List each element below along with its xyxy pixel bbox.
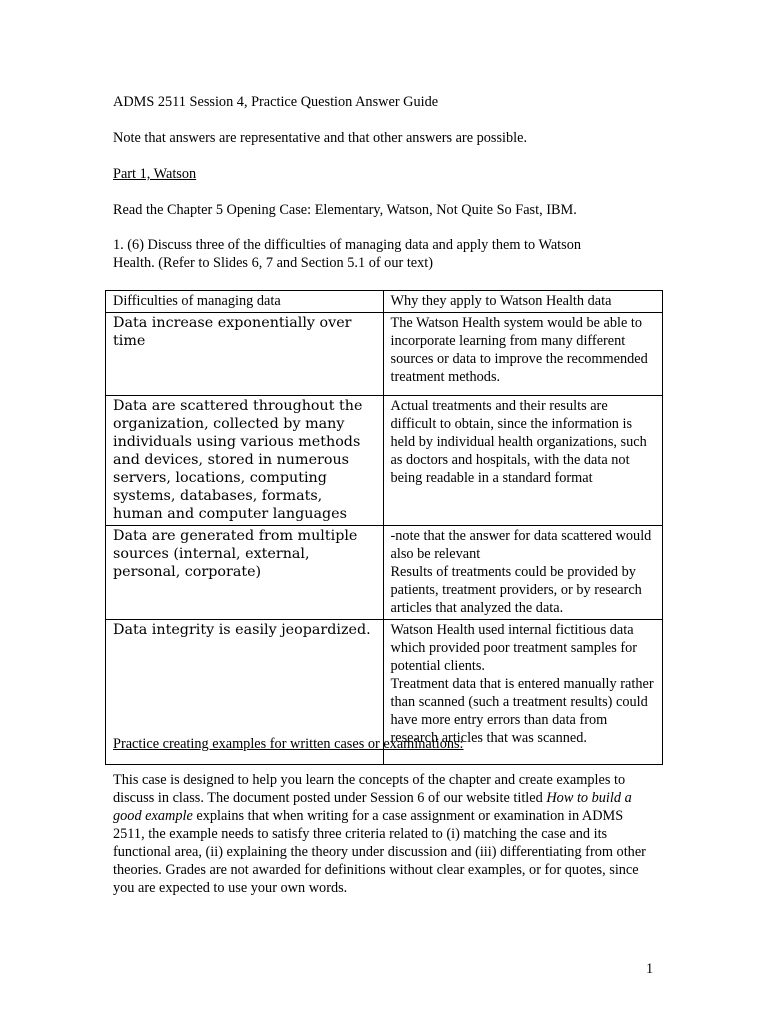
- body-paragraph: [113, 771, 658, 897]
- part1-heading: Part 1, Watson: [113, 166, 197, 182]
- question-1-line-1: 1. (6) Discuss three of the difficulties of managing data and apply them to Watson: [113, 237, 582, 253]
- difficulty-cell: Data increase exponentially over time: [106, 313, 384, 396]
- reason-note: -note that the answer for data scattered would also be relevant: [390, 528, 652, 562]
- body-text-2: explains that when writing for a case assignment or examination in ADMS 2511, the example needs to satisfy three criteria related to (i) matching the case and its functional area, (ii) explaining the theory under discussion and (iii) differentiating from other theories. Grades are not awarded for definitions without clear examples, or for quotes, since you are expected to use your own words.: [113, 808, 646, 896]
- difficulty-cell: Data are scattered throughout the organization, collected by many individuals using various methods and devices, stored in numerous servers, locations, computing systems, databases, formats, human and computer languages: [106, 396, 384, 526]
- header-difficulties: Difficulties of managing data: [106, 291, 384, 313]
- difficulties-table: [105, 290, 663, 765]
- table-row: [106, 396, 663, 526]
- table-header-row: [106, 291, 663, 313]
- note-text: Note that answers are representative and that other answers are possible.: [113, 130, 528, 146]
- read-instruction: Read the Chapter 5 Opening Case: Elementary, Watson, Not Quite So Fast, IBM.: [113, 202, 577, 218]
- page-number: 1: [646, 961, 654, 977]
- document-title: ADMS 2511 Session 4, Practice Question Answer Guide: [113, 94, 439, 110]
- header-why-apply: Why they apply to Watson Health data: [383, 291, 662, 313]
- body-italic-title: How to build a good example: [113, 790, 632, 824]
- question-1-line-2: Health. (Refer to Slides 6, 7 and Section 5.1 of our text): [113, 255, 434, 271]
- difficulty-cell: Data are generated from multiple sources (internal, external, personal, corporate): [106, 526, 384, 620]
- reason-cell: [383, 526, 662, 620]
- table-row: [106, 313, 663, 396]
- practice-heading: Practice creating examples for written cases or examinations:: [113, 736, 464, 752]
- table-row: [106, 526, 663, 620]
- reason-text: Results of treatments could be provided by patients, treatment providers, or by research articles that analyzed the data.: [390, 564, 642, 616]
- reason-cell: The Watson Health system would be able to incorporate learning from many different sources or data to improve the recommended treatment methods.: [383, 313, 662, 396]
- body-text-1: This case is designed to help you learn the concepts of the chapter and create examples to discuss in class. The document posted under Session 6 of our website titled: [113, 772, 626, 806]
- reason-text: Watson Health used internal fictitious data which provided poor treatment samples for potential clients.: [390, 622, 638, 674]
- reason-cell: Actual treatments and their results are difficult to obtain, since the information is held by individual health organizations, such as doctors and hospitals, with the data not being readable in a standard format: [383, 396, 662, 526]
- question-1: [113, 236, 658, 272]
- difficulty-cell: Data integrity is easily jeopardized.: [106, 620, 384, 765]
- reason-text: Treatment data that is entered manually rather than scanned (such a treatment results) could have more entry errors than data from research articles that was scanned.: [390, 676, 654, 746]
